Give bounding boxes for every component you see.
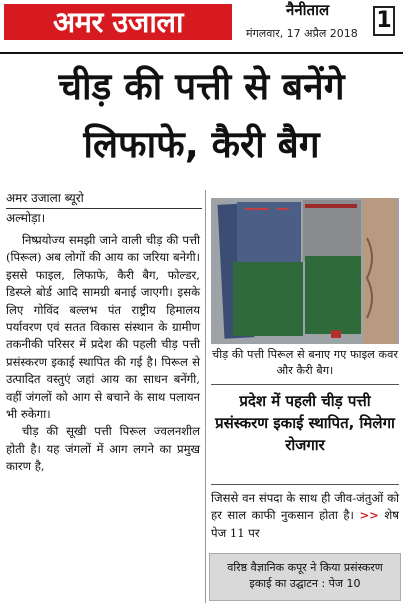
jump-arrow-icon: >> [359,508,379,523]
promo-line-2: इकाई का उद्घाटन : पेज 10 [249,577,361,590]
headline-line-2: लिफाफे, कैरी बैग [83,123,320,166]
story-paragraph: निष्प्रयोज्य समझी जाने वाली चीड़ की पत्ती (पिरूल) अब लोगों की आय का जरिया बनेगी। इससे फाइल, लिफाफे, कैरी बैग, फोल्डर, डिस्प्ले बोर्ड आदि सामग्री बनाई जाएगी। इसके लिए गोविंद बल्लभ पंत राष्ट्रीय हिमालय पर्यावरण एवं सतत विकास संस्थान के ग्रामीण तकनीकी परिसर में प्रदेश की पहली चीड़ पत्ती प्रसंस्करण इकाई स्थापित की गई है। पिरूल से उत्पादित वस्तुएं जहां आय का साधन बनेंगी, वहीं जंगलों को आग से बचाने के साथ पलायन भी रुकेगा। [6,233,200,422]
main-headline [0,58,403,174]
photo-illustration [211,198,399,344]
dateline: मंगलवार, 17 अप्रैल 2018 [246,27,358,40]
byline-divider [6,208,202,209]
masthead [0,0,403,50]
subhead-divider [211,484,399,485]
jump-reference[interactable]: शेष पेज 11 पर [211,508,400,540]
headline-line-1: चीड़ की पत्ती से बनेंगे [58,65,345,108]
photo-caption: चीड़ की पत्ती पिरूल से बनाए गए फाइल कवर और कैरी बैग। [212,348,398,377]
dateline-place: अल्मोड़ा। [6,211,46,225]
promo-line-1: वरिष्ठ वैज्ञानिक कपूर ने किया प्रसंस्करण [227,561,383,574]
byline: अमर उजाला ब्यूरो [6,191,84,205]
continued-sentence: जिससे वन संपदा के साथ ही जीव-जंतुओं को हर साल काफी नुकसान होता है। [211,491,399,523]
story-body [6,232,200,476]
secondary-headline: प्रदेश में पहली चीड़ पत्ती प्रसंस्करण इकाई स्थापित, मिलेगा रोजगार [215,392,395,454]
caption-divider [211,384,399,385]
promo-box[interactable] [209,553,401,601]
masthead-divider [0,52,403,54]
edition-name: नैनीताल [286,1,330,19]
story-column [6,190,200,476]
column-separator [205,190,206,603]
product-photo [211,198,399,344]
story-paragraph: चीड़ की सूखी पत्ती पिरूल ज्वलनशील होती है। यह जंगलों में आग लगने का प्रमुख कारण है, [6,424,200,474]
continued-text [211,490,399,542]
newspaper-logo: अमर उजाला [4,4,232,40]
page-number: 1 [373,6,395,36]
